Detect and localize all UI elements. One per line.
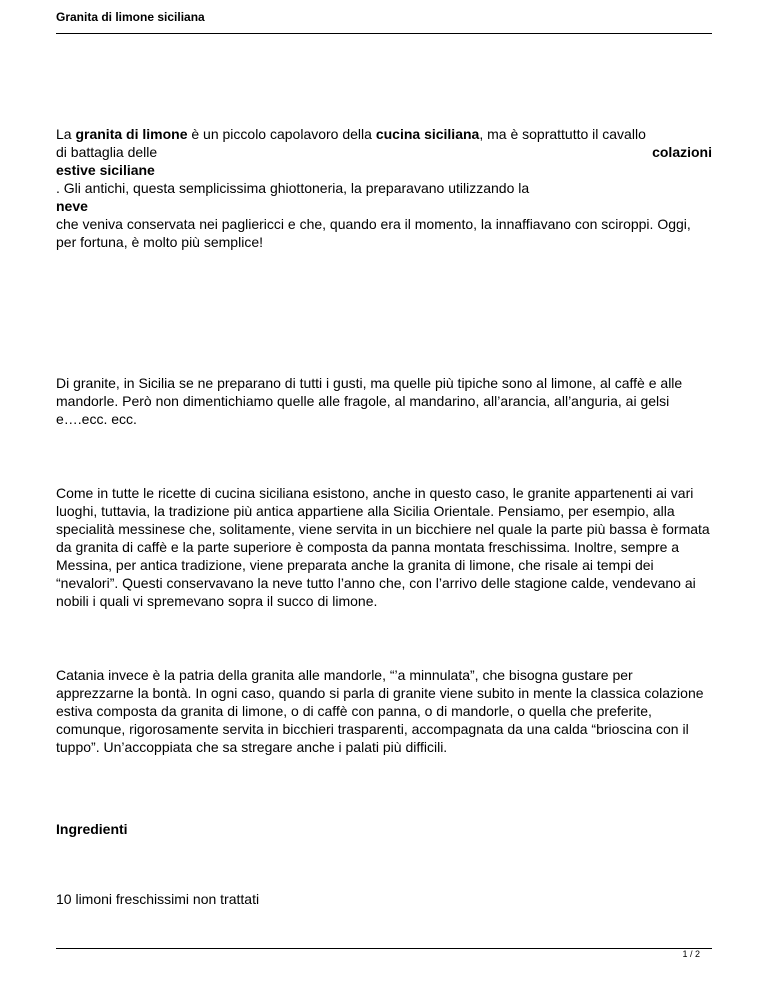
footer-divider (56, 948, 712, 949)
intro-text-line2: di battaglia delle (56, 144, 158, 160)
paragraph-catania (56, 666, 712, 756)
intro-bold-colazioni: colazioni (652, 144, 712, 160)
intro-bold-cucina: cucina siciliana (375, 126, 480, 142)
intro-text-2: è un piccolo capolavoro della (187, 126, 376, 142)
ingredients-heading-text: Ingredienti (56, 821, 128, 837)
page-number: 1 / 2 (682, 949, 700, 959)
paragraph-tradizione-text: Come in tutte le ricette di cucina siciliana esistono, anche in questo caso, le granite appartenenti ai vari luoghi, tuttavia, la tradizione più antica appartiene alla Sicilia Orientale. Pensiamo, per esempio, alla specialità messinese che, solitamente, viene servita in un bicchiere nel quale la parte più bassa è formata da granita di caffè e la parte superiore è composta da panna montata freschissima. Inoltre, sempre a Messina, per antica tradizione, viene preparata anche la granita di limone, che risale ai tempi dei “nevalori”. Questi conservavano la neve tutto l’anno che, con l’arrivo delle stagione calde, vendevano ai nobili i quali vi spremevano sopra il succo di limone. (56, 485, 710, 609)
intro-text-1: La (56, 126, 76, 142)
intro-line-2 (56, 143, 712, 161)
intro-bold-neve: neve (56, 198, 88, 214)
intro-line-1 (56, 125, 712, 143)
paragraph-gusti-text: Di granite, in Sicilia se ne preparano di tutti i gusti, ma quelle più tipiche sono al limone, al caffè e alle mandorle. Però non dimentichiamo quelle alle fragole, al mandarino, all’arancia, all’anguria, ai gelsi e….ecc. ecc. (56, 375, 683, 427)
intro-line-3 (56, 161, 712, 179)
intro-line-4: . Gli antichi, questa semplicissima ghiottoneria, la preparavano utilizzando la (56, 180, 530, 196)
header-divider (56, 33, 712, 34)
intro-text-3: , ma è soprattutto il cavallo (479, 126, 646, 142)
paragraph-catania-text: Catania invece è la patria della granita alle mandorle, “’a minnulata”, che bisogna gustare per apprezzarne la bontà. In ogni caso, quando si parla di granite viene subito in mente la classica colazione estiva composta da granita di limone, o di caffè con panna, o di mandorle, o quella che preferite, comunque, rigorosamente servita in bicchieri trasparenti, accompagnata da una calda “brioscina con il tuppo”. Un’accoppiata che sa stregare anche i palati più difficili. (56, 667, 704, 755)
intro-bold-estive: estive siciliane (56, 162, 155, 178)
paragraph-gusti (56, 374, 712, 428)
page-header-title: Granita di limone siciliana (56, 10, 205, 24)
ingredients-heading (56, 820, 712, 838)
intro-line-5 (56, 197, 712, 215)
intro-bold-granita: granita di limone (75, 126, 188, 142)
ingredient-item (56, 890, 712, 908)
ingredient-item-text: 10 limoni freschissimi non trattati (56, 891, 260, 907)
paragraph-tradizione (56, 484, 712, 610)
intro-paragraph (56, 125, 712, 251)
intro-line-6: che veniva conservata nei pagliericci e che, quando era il momento, la innaffiavano con sciroppi. Oggi, per fortuna, è molto più semplice! (56, 216, 691, 250)
